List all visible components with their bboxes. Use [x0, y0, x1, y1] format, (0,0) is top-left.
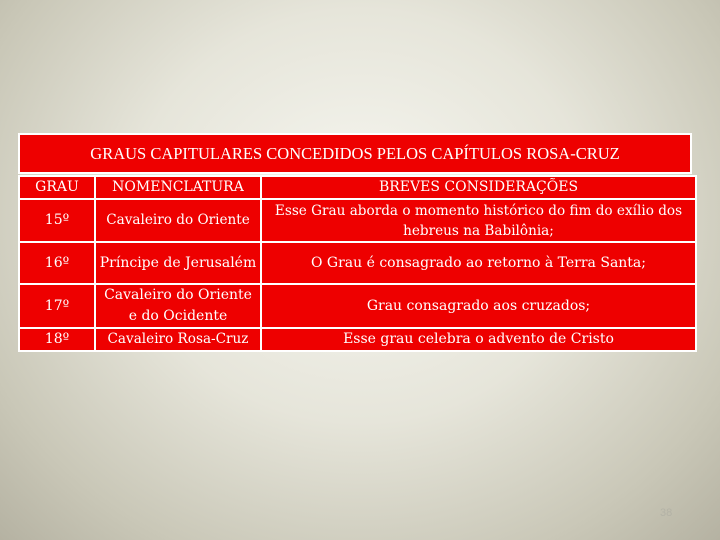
- slide-title: GRAUS CAPITULARES CONCEDIDOS PELOS CAPÍTULOS ROSA-CRUZ: [18, 133, 692, 174]
- consideracoes-cell: Esse Grau aborda o momento histórico do fim do exílio dos hebreus na Babilônia;: [261, 199, 696, 242]
- table-row: [19, 199, 696, 242]
- table-row: [19, 328, 696, 351]
- grau-cell: 15º: [19, 199, 95, 242]
- grau-cell: 17º: [19, 284, 95, 328]
- table-row: [19, 284, 696, 328]
- nomenclatura-cell: Cavaleiro do Oriente e do Ocidente: [95, 284, 261, 328]
- header-grau: GRAU: [19, 176, 95, 199]
- consideracoes-cell: Grau consagrado aos cruzados;: [261, 284, 696, 328]
- table-row: [19, 242, 696, 284]
- header-consideracoes: BREVES CONSIDERAÇÕES: [261, 176, 696, 199]
- nomenclatura-cell: Cavaleiro Rosa-Cruz: [95, 328, 261, 351]
- grau-cell: 18º: [19, 328, 95, 351]
- nomenclatura-cell: Cavaleiro do Oriente: [95, 199, 261, 242]
- grau-cell: 16º: [19, 242, 95, 284]
- table-header-row: [19, 176, 696, 199]
- slide-number: 38: [660, 507, 673, 519]
- grades-table: [18, 175, 697, 352]
- consideracoes-cell: Esse grau celebra o advento de Cristo: [261, 328, 696, 351]
- header-nomenclatura: NOMENCLATURA: [95, 176, 261, 199]
- nomenclatura-cell: Príncipe de Jerusalém: [95, 242, 261, 284]
- consideracoes-cell: O Grau é consagrado ao retorno à Terra Santa;: [261, 242, 696, 284]
